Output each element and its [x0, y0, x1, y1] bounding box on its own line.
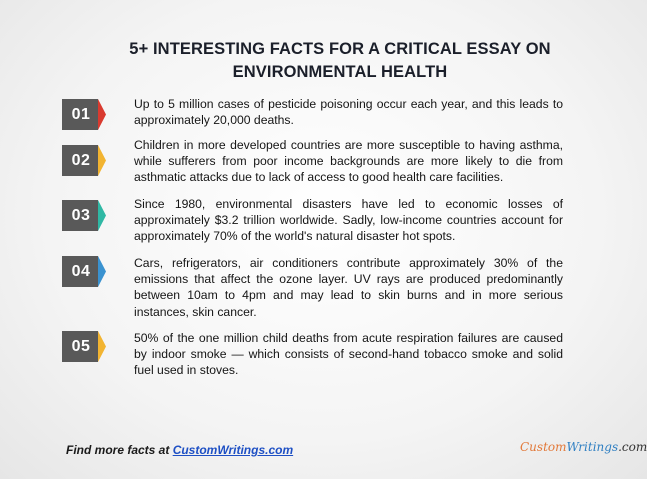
logo-part-2: Writings: [566, 440, 619, 454]
number-badge-1: [62, 99, 106, 130]
number-badge-4: [62, 256, 106, 287]
number-badge-2: [62, 145, 106, 176]
fact-text: 50% of the one million child deaths from acute respiration failures are caused by indoor smoke — which consists of second-hand tobacco smoke and solid fuel used in stoves.: [134, 331, 563, 378]
badge-number: 01: [71, 106, 91, 123]
footer-prefix: Find more facts at: [66, 443, 173, 457]
number-badge-5: [62, 331, 106, 362]
page-title: [60, 38, 620, 84]
badge-number: 04: [71, 263, 91, 280]
badge-number: 02: [71, 152, 91, 169]
fact-text: Cars, refrigerators, air conditioners contribute approximately 30% of the emissions that affect the ozone layer. UV rays are produced predominantly between 10am to 4pm and may lead to skin burns and in more serious instances, skin cancer.: [134, 256, 563, 319]
logo-part-3: .com: [618, 440, 647, 454]
fact-text: Children in more developed countries are more susceptible to having asthma, while sufferers from poor income backgrounds are more likely to die from asthmatic attacks due to lack of access to good health care facilities.: [134, 138, 563, 185]
footer-note: [66, 443, 293, 457]
title-line-2: ENVIRONMENTAL HEALTH: [232, 63, 448, 81]
fact-text: Up to 5 million cases of pesticide poisoning occur each year, and this leads to approximately 20,000 deaths.: [134, 97, 563, 128]
title-line-1: 5+ INTERESTING FACTS FOR A CRITICAL ESSAY ON: [129, 40, 551, 58]
fact-text: Since 1980, environmental disasters have led to economic losses of approximately $3.2 trillion worldwide. Sadly, low-income countries account for approximately 70% of the world's natural disaster hot spots.: [134, 197, 563, 244]
customwritings-link[interactable]: CustomWritings.com: [172, 443, 294, 457]
logo-part-1: Custom: [520, 440, 567, 454]
brand-logo: [520, 440, 647, 454]
badge-number: 03: [71, 207, 91, 224]
number-badge-3: [62, 200, 106, 231]
badge-number: 05: [71, 338, 91, 355]
